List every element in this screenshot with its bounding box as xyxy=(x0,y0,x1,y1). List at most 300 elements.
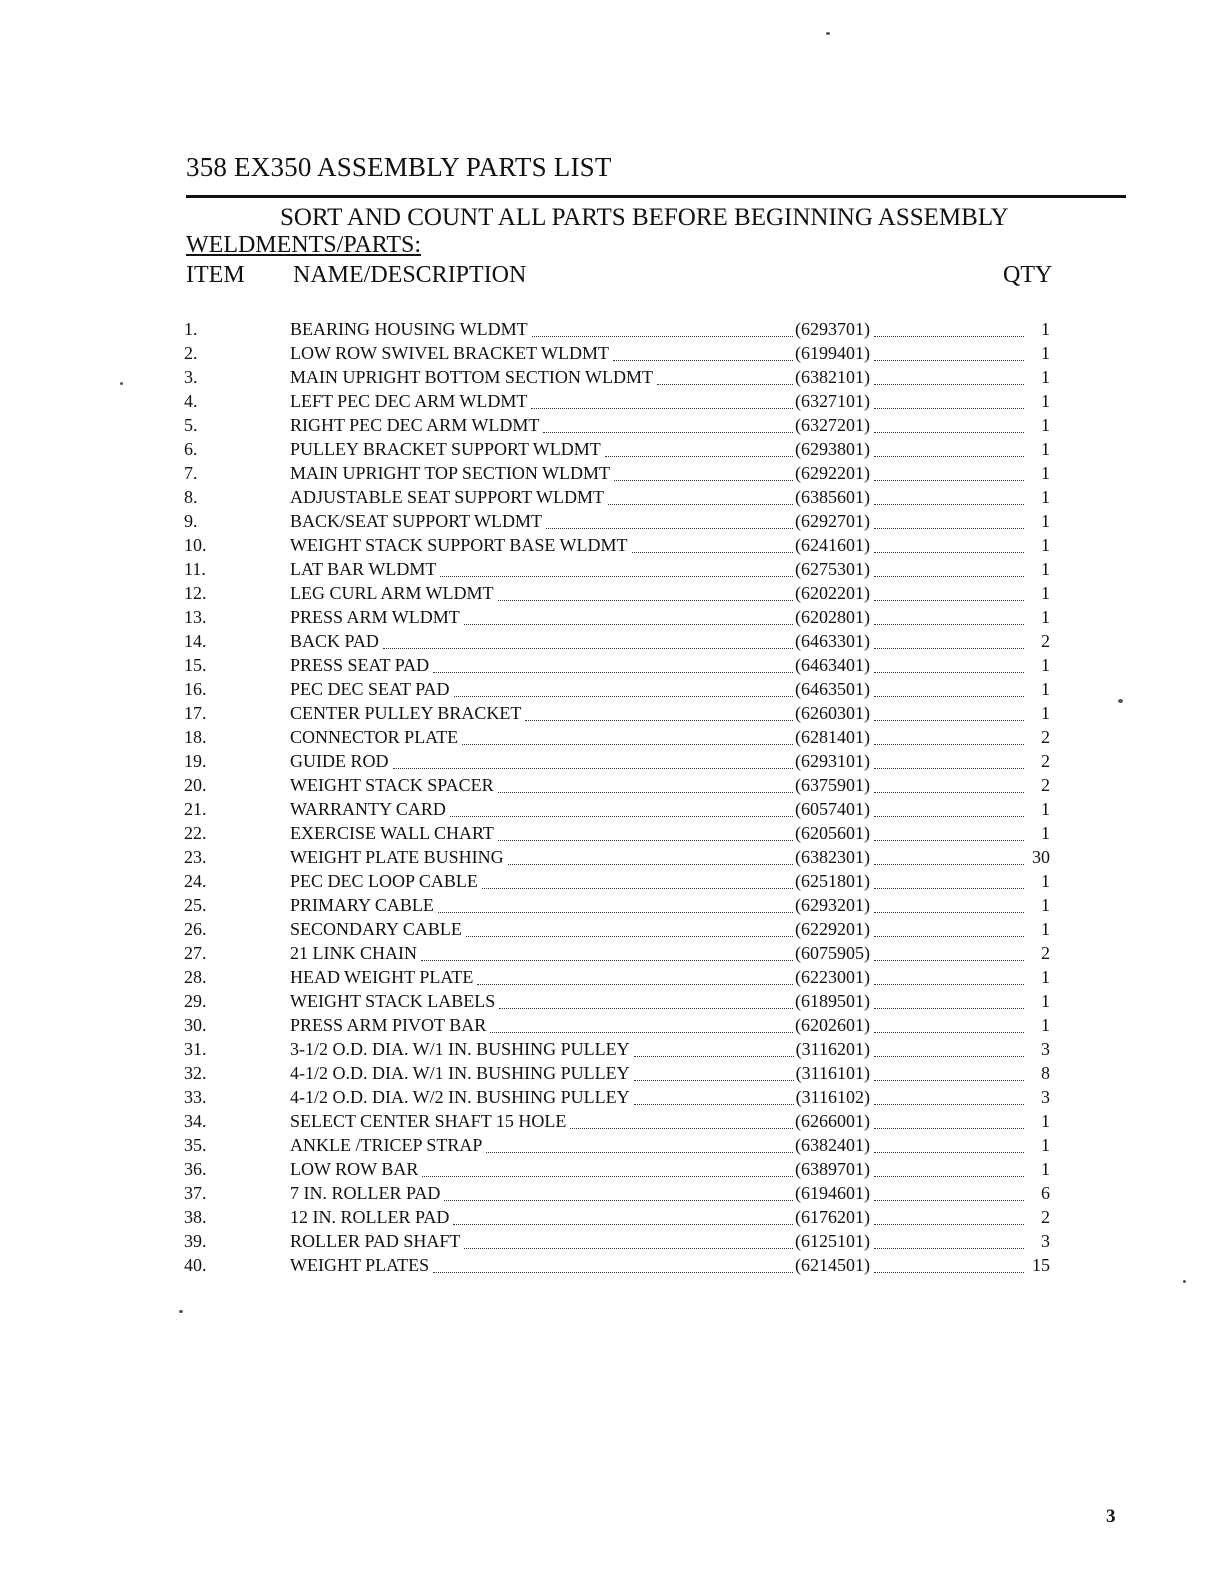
part-number: (6463401) xyxy=(795,655,870,675)
table-row xyxy=(0,965,1224,989)
part-line xyxy=(290,1157,1050,1181)
dot-leader xyxy=(874,1128,1024,1129)
part-name: PRESS ARM PIVOT BAR xyxy=(290,1015,487,1035)
table-row xyxy=(0,1061,1224,1085)
table-row xyxy=(0,893,1224,917)
part-number: (6382401) xyxy=(795,1135,870,1155)
part-line xyxy=(290,893,1050,917)
table-row xyxy=(0,1229,1224,1253)
part-qty: 1 xyxy=(1041,319,1050,339)
dot-leader xyxy=(462,744,793,745)
dot-leader xyxy=(874,768,1024,769)
part-name: MAIN UPRIGHT BOTTOM SECTION WLDMT xyxy=(290,367,654,387)
part-qty: 1 xyxy=(1041,487,1050,507)
part-qty: 1 xyxy=(1041,703,1050,723)
table-row xyxy=(0,557,1224,581)
table-row xyxy=(0,869,1224,893)
part-line xyxy=(290,821,1050,845)
part-qty: 15 xyxy=(1032,1255,1050,1275)
dot-leader xyxy=(454,696,793,697)
item-number: 23. xyxy=(184,847,207,867)
part-name: CENTER PULLEY BRACKET xyxy=(290,703,522,723)
scan-speck xyxy=(1118,699,1123,703)
dot-leader xyxy=(438,912,793,913)
part-name: 21 LINK CHAIN xyxy=(290,943,417,963)
part-name: LEFT PEC DEC ARM WLDMT xyxy=(290,391,528,411)
dot-leader xyxy=(874,1200,1024,1201)
part-qty: 1 xyxy=(1041,535,1050,555)
part-qty: 30 xyxy=(1032,847,1050,867)
part-number: (6385601) xyxy=(795,487,870,507)
part-number: (6205601) xyxy=(795,823,870,843)
dot-leader xyxy=(393,768,794,769)
part-line xyxy=(290,533,1050,557)
part-name: PEC DEC LOOP CABLE xyxy=(290,871,478,891)
table-row xyxy=(0,917,1224,941)
part-line xyxy=(290,1205,1050,1229)
part-number: (6241601) xyxy=(795,535,870,555)
table-row xyxy=(0,1013,1224,1037)
item-number: 15. xyxy=(184,655,207,675)
part-line xyxy=(290,1109,1050,1133)
part-line xyxy=(290,581,1050,605)
dot-leader xyxy=(498,600,793,601)
part-line xyxy=(290,965,1050,989)
dot-leader xyxy=(632,552,793,553)
dot-leader xyxy=(874,648,1024,649)
dot-leader xyxy=(546,528,793,529)
part-qty: 1 xyxy=(1041,415,1050,435)
dot-leader xyxy=(634,1080,794,1081)
item-number: 36. xyxy=(184,1159,207,1179)
part-line xyxy=(290,557,1050,581)
table-row xyxy=(0,1085,1224,1109)
column-header-name: NAME/DESCRIPTION xyxy=(293,262,527,288)
part-number: (6389701) xyxy=(795,1159,870,1179)
item-number: 17. xyxy=(184,703,207,723)
dot-leader xyxy=(433,1272,793,1273)
item-number: 5. xyxy=(184,415,198,435)
part-number: (6057401) xyxy=(795,799,870,819)
dot-leader xyxy=(508,864,793,865)
page-number: 3 xyxy=(1106,1506,1116,1527)
part-qty: 1 xyxy=(1041,799,1050,819)
dot-leader xyxy=(874,936,1024,937)
part-number: (6194601) xyxy=(795,1183,870,1203)
part-name: PRIMARY CABLE xyxy=(290,895,434,915)
scan-speck xyxy=(826,32,830,35)
part-number: (6125101) xyxy=(795,1231,870,1251)
part-qty: 2 xyxy=(1041,751,1050,771)
part-number: (6275301) xyxy=(795,559,870,579)
part-line xyxy=(290,677,1050,701)
dot-leader xyxy=(874,456,1024,457)
part-qty: 2 xyxy=(1041,631,1050,651)
part-number: (6293801) xyxy=(795,439,870,459)
part-line xyxy=(290,1037,1050,1061)
part-qty: 1 xyxy=(1041,871,1050,891)
dot-leader xyxy=(874,336,1024,337)
dot-leader xyxy=(464,624,793,625)
part-name: PRESS ARM WLDMT xyxy=(290,607,460,627)
part-number: (6293201) xyxy=(795,895,870,915)
part-number: (3116102) xyxy=(795,1087,870,1107)
table-row xyxy=(0,341,1224,365)
part-number: (6382101) xyxy=(795,367,870,387)
part-number: (6463301) xyxy=(795,631,870,651)
part-name: ADJUSTABLE SEAT SUPPORT WLDMT xyxy=(290,487,605,507)
part-name: LEG CURL ARM WLDMT xyxy=(290,583,494,603)
part-name: LOW ROW BAR xyxy=(290,1159,419,1179)
item-number: 19. xyxy=(184,751,207,771)
table-row xyxy=(0,1037,1224,1061)
dot-leader xyxy=(874,432,1024,433)
item-number: 26. xyxy=(184,919,207,939)
part-name: GUIDE ROD xyxy=(290,751,389,771)
dot-leader xyxy=(874,1176,1024,1177)
dot-leader xyxy=(874,1008,1024,1009)
part-line xyxy=(290,461,1050,485)
part-name: 3-1/2 O.D. DIA. W/1 IN. BUSHING PULLEY xyxy=(290,1039,630,1059)
part-name: WEIGHT PLATES xyxy=(290,1255,430,1275)
dot-leader xyxy=(421,960,793,961)
part-name: LOW ROW SWIVEL BRACKET WLDMT xyxy=(290,343,609,363)
part-line xyxy=(290,1229,1050,1253)
part-number: (6075905) xyxy=(795,943,870,963)
part-qty: 1 xyxy=(1041,895,1050,915)
part-number: (6327201) xyxy=(795,415,870,435)
dot-leader xyxy=(543,432,793,433)
part-line xyxy=(290,1133,1050,1157)
scan-speck xyxy=(179,1310,183,1313)
part-qty: 8 xyxy=(1041,1063,1050,1083)
dot-leader xyxy=(874,888,1024,889)
dot-leader xyxy=(874,552,1024,553)
part-number: (6223001) xyxy=(795,967,870,987)
part-number: (6281401) xyxy=(795,727,870,747)
part-number: (6375901) xyxy=(795,775,870,795)
dot-leader xyxy=(613,360,793,361)
part-name: WEIGHT STACK SUPPORT BASE WLDMT xyxy=(290,535,628,555)
table-row xyxy=(0,749,1224,773)
dot-leader xyxy=(874,528,1024,529)
item-number: 11. xyxy=(184,559,206,579)
table-row xyxy=(0,437,1224,461)
dot-leader xyxy=(874,912,1024,913)
part-name: ROLLER PAD SHAFT xyxy=(290,1231,461,1251)
dot-leader xyxy=(525,720,793,721)
dot-leader xyxy=(874,816,1024,817)
part-line xyxy=(290,1013,1050,1037)
item-number: 28. xyxy=(184,967,207,987)
part-qty: 1 xyxy=(1041,967,1050,987)
part-name: HEAD WEIGHT PLATE xyxy=(290,967,474,987)
table-row xyxy=(0,1133,1224,1157)
part-name: WARRANTY CARD xyxy=(290,799,446,819)
part-qty: 1 xyxy=(1041,559,1050,579)
item-number: 40. xyxy=(184,1255,207,1275)
item-number: 14. xyxy=(184,631,207,651)
dot-leader xyxy=(605,456,793,457)
part-line xyxy=(290,1181,1050,1205)
part-name: MAIN UPRIGHT TOP SECTION WLDMT xyxy=(290,463,611,483)
part-line xyxy=(290,989,1050,1013)
part-name: CONNECTOR PLATE xyxy=(290,727,459,747)
part-name: LAT BAR WLDMT xyxy=(290,559,437,579)
part-name: SELECT CENTER SHAFT 15 HOLE xyxy=(290,1111,567,1131)
table-row xyxy=(0,1181,1224,1205)
dot-leader xyxy=(874,1248,1024,1249)
part-line xyxy=(290,1061,1050,1085)
part-name: BACK/SEAT SUPPORT WLDMT xyxy=(290,511,542,531)
dot-leader xyxy=(453,1224,793,1225)
scan-speck xyxy=(1183,1280,1186,1283)
item-number: 33. xyxy=(184,1087,207,1107)
title-rule xyxy=(186,195,1126,198)
dot-leader xyxy=(874,960,1024,961)
item-number: 37. xyxy=(184,1183,207,1203)
item-number: 38. xyxy=(184,1207,207,1227)
dot-leader xyxy=(874,840,1024,841)
part-line xyxy=(290,437,1050,461)
dot-leader xyxy=(874,744,1024,745)
item-number: 34. xyxy=(184,1111,207,1131)
item-number: 30. xyxy=(184,1015,207,1035)
item-number: 4. xyxy=(184,391,198,411)
table-row xyxy=(0,701,1224,725)
part-line xyxy=(290,941,1050,965)
dot-leader xyxy=(874,360,1024,361)
part-qty: 1 xyxy=(1041,463,1050,483)
part-line xyxy=(290,485,1050,509)
part-qty: 1 xyxy=(1041,367,1050,387)
dot-leader xyxy=(874,480,1024,481)
part-name: WEIGHT STACK SPACER xyxy=(290,775,494,795)
table-row xyxy=(0,413,1224,437)
part-qty: 3 xyxy=(1041,1231,1050,1251)
table-row xyxy=(0,605,1224,629)
table-row xyxy=(0,485,1224,509)
item-number: 6. xyxy=(184,439,198,459)
part-number: (6382301) xyxy=(795,847,870,867)
table-row xyxy=(0,797,1224,821)
dot-leader xyxy=(614,480,793,481)
item-number: 3. xyxy=(184,367,198,387)
item-number: 27. xyxy=(184,943,207,963)
part-qty: 1 xyxy=(1041,1159,1050,1179)
part-line xyxy=(290,341,1050,365)
part-name: BACK PAD xyxy=(290,631,379,651)
dot-leader xyxy=(874,1104,1024,1105)
section-heading: WELDMENTS/PARTS: xyxy=(186,232,422,258)
part-name: PEC DEC SEAT PAD xyxy=(290,679,450,699)
part-line xyxy=(290,389,1050,413)
dot-leader xyxy=(531,408,793,409)
part-line xyxy=(290,725,1050,749)
dot-leader xyxy=(874,864,1024,865)
dot-leader xyxy=(490,1032,793,1033)
part-line xyxy=(290,869,1050,893)
item-number: 22. xyxy=(184,823,207,843)
part-line xyxy=(290,749,1050,773)
part-number: (6266001) xyxy=(795,1111,870,1131)
dot-leader xyxy=(874,1032,1024,1033)
dot-leader xyxy=(608,504,793,505)
item-number: 31. xyxy=(184,1039,207,1059)
table-row xyxy=(0,653,1224,677)
part-qty: 1 xyxy=(1041,991,1050,1011)
part-number: (6189501) xyxy=(795,991,870,1011)
item-number: 12. xyxy=(184,583,207,603)
dot-leader xyxy=(532,336,793,337)
table-row xyxy=(0,1253,1224,1277)
table-row xyxy=(0,677,1224,701)
part-qty: 1 xyxy=(1041,583,1050,603)
item-number: 1. xyxy=(184,319,198,339)
part-name: WEIGHT STACK LABELS xyxy=(290,991,496,1011)
part-line xyxy=(290,917,1050,941)
table-row xyxy=(0,989,1224,1013)
dot-leader xyxy=(570,1128,793,1129)
item-number: 24. xyxy=(184,871,207,891)
dot-leader xyxy=(874,792,1024,793)
table-row xyxy=(0,725,1224,749)
item-number: 29. xyxy=(184,991,207,1011)
dot-leader xyxy=(464,1248,793,1249)
dot-leader xyxy=(874,1224,1024,1225)
item-number: 18. xyxy=(184,727,207,747)
part-line xyxy=(290,701,1050,725)
dot-leader xyxy=(422,1176,793,1177)
table-row xyxy=(0,629,1224,653)
part-name: 4-1/2 O.D. DIA. W/2 IN. BUSHING PULLEY xyxy=(290,1087,630,1107)
dot-leader xyxy=(634,1056,794,1057)
part-number: (6202601) xyxy=(795,1015,870,1035)
table-row xyxy=(0,461,1224,485)
dot-leader xyxy=(482,888,793,889)
item-number: 25. xyxy=(184,895,207,915)
table-row xyxy=(0,581,1224,605)
part-number: (6202801) xyxy=(795,607,870,627)
part-qty: 1 xyxy=(1041,343,1050,363)
dot-leader xyxy=(874,696,1024,697)
part-number: (6327101) xyxy=(795,391,870,411)
column-header-item: ITEM xyxy=(186,262,245,288)
part-qty: 3 xyxy=(1041,1087,1050,1107)
part-qty: 6 xyxy=(1041,1183,1050,1203)
part-line xyxy=(290,317,1050,341)
dot-leader xyxy=(874,672,1024,673)
part-number: (6293701) xyxy=(795,319,870,339)
part-line xyxy=(290,629,1050,653)
part-number: (6229201) xyxy=(795,919,870,939)
part-qty: 2 xyxy=(1041,727,1050,747)
part-number: (6199401) xyxy=(795,343,870,363)
part-number: (6214501) xyxy=(795,1255,870,1275)
part-qty: 2 xyxy=(1041,943,1050,963)
part-name: 12 IN. ROLLER PAD xyxy=(290,1207,450,1227)
part-name: RIGHT PEC DEC ARM WLDMT xyxy=(290,415,540,435)
part-line xyxy=(290,1253,1050,1277)
dot-leader xyxy=(486,1152,793,1153)
dot-leader xyxy=(634,1104,794,1105)
part-name: ANKLE /TRICEP STRAP xyxy=(290,1135,483,1155)
dot-leader xyxy=(498,792,793,793)
dot-leader xyxy=(874,384,1024,385)
part-qty: 1 xyxy=(1041,511,1050,531)
dot-leader xyxy=(874,576,1024,577)
table-row xyxy=(0,509,1224,533)
part-name: PRESS SEAT PAD xyxy=(290,655,430,675)
scan-speck xyxy=(120,382,123,385)
item-number: 2. xyxy=(184,343,198,363)
table-row xyxy=(0,941,1224,965)
dot-leader xyxy=(440,576,793,577)
item-number: 9. xyxy=(184,511,198,531)
dot-leader xyxy=(383,648,793,649)
part-qty: 1 xyxy=(1041,1135,1050,1155)
part-number: (6292201) xyxy=(795,463,870,483)
column-header-qty: QTY xyxy=(1003,262,1053,288)
part-line xyxy=(290,365,1050,389)
table-row xyxy=(0,317,1224,341)
table-row xyxy=(0,821,1224,845)
item-number: 35. xyxy=(184,1135,207,1155)
dot-leader xyxy=(874,624,1024,625)
dot-leader xyxy=(498,840,793,841)
part-name: BEARING HOUSING WLDMT xyxy=(290,319,528,339)
part-number: (6293101) xyxy=(795,751,870,771)
part-number: (6260301) xyxy=(795,703,870,723)
item-number: 10. xyxy=(184,535,207,555)
part-line xyxy=(290,605,1050,629)
part-line xyxy=(290,509,1050,533)
dot-leader xyxy=(874,408,1024,409)
part-name: SECONDARY CABLE xyxy=(290,919,462,939)
part-qty: 1 xyxy=(1041,607,1050,627)
part-line xyxy=(290,413,1050,437)
table-row xyxy=(0,1205,1224,1229)
part-name: PULLEY BRACKET SUPPORT WLDMT xyxy=(290,439,601,459)
dot-leader xyxy=(874,720,1024,721)
dot-leader xyxy=(499,1008,793,1009)
item-number: 39. xyxy=(184,1231,207,1251)
table-row xyxy=(0,1157,1224,1181)
table-row xyxy=(0,1109,1224,1133)
item-number: 8. xyxy=(184,487,198,507)
item-number: 21. xyxy=(184,799,207,819)
dot-leader xyxy=(466,936,793,937)
table-row xyxy=(0,365,1224,389)
dot-leader xyxy=(444,1200,793,1201)
dot-leader xyxy=(874,984,1024,985)
part-qty: 1 xyxy=(1041,919,1050,939)
dot-leader xyxy=(433,672,793,673)
table-row xyxy=(0,389,1224,413)
item-number: 16. xyxy=(184,679,207,699)
part-qty: 3 xyxy=(1041,1039,1050,1059)
part-number: (6202201) xyxy=(795,583,870,603)
part-line xyxy=(290,845,1050,869)
part-qty: 1 xyxy=(1041,823,1050,843)
part-line xyxy=(290,1085,1050,1109)
item-number: 7. xyxy=(184,463,198,483)
part-number: (6292701) xyxy=(795,511,870,531)
dot-leader xyxy=(874,1080,1024,1081)
part-name: EXERCISE WALL CHART xyxy=(290,823,494,843)
dot-leader xyxy=(874,600,1024,601)
part-line xyxy=(290,797,1050,821)
